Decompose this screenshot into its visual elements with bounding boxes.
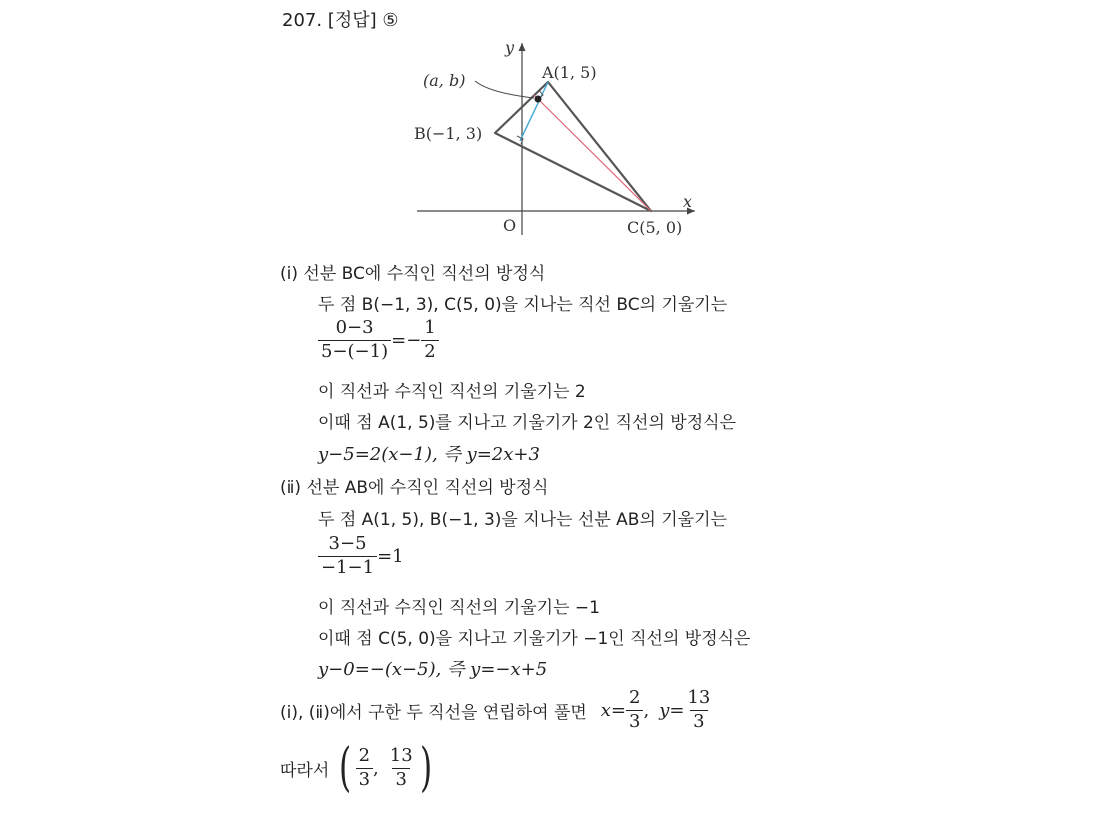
- y-value: [684, 688, 713, 732]
- part2-fraction-eq: [318, 534, 404, 578]
- fraction-denominator: 3: [626, 710, 643, 733]
- part1-equation: [318, 440, 540, 466]
- altitude-from-c: [534, 95, 651, 211]
- axis-label-y: y: [505, 38, 515, 57]
- slope-fraction-ab: [318, 534, 377, 578]
- axis-label-x: x: [683, 192, 693, 211]
- part2-line3: 이때 점 C(5, 0)을 지나고 기울기가 −1인 직선의 방정식은: [318, 629, 751, 649]
- fraction-numerator: 2: [358, 744, 371, 766]
- orthocenter-point: [535, 96, 542, 103]
- point-label-orthocenter: (a, b): [423, 71, 466, 90]
- point-label-b: B(−1, 3): [414, 124, 483, 143]
- fraction-denominator: 5−(−1): [318, 340, 391, 363]
- slope-fraction-bc: [318, 318, 391, 362]
- open-paren: (: [339, 738, 352, 798]
- fraction-denominator: 3: [356, 768, 373, 791]
- fraction-denominator: 2: [421, 340, 438, 363]
- altitude-from-a: [520, 82, 548, 141]
- answer-x: [356, 746, 373, 790]
- x-value: [626, 688, 643, 732]
- y-axis-arrow: [519, 43, 526, 51]
- fraction-denominator: 3: [690, 710, 707, 733]
- y-lhs: y=: [659, 699, 685, 721]
- part2-equation: [318, 655, 547, 681]
- answer-y: [387, 746, 416, 790]
- solve-line: [280, 688, 713, 732]
- equation-part: y−0=−(x−5), 즉: [318, 659, 471, 680]
- comma: ,: [643, 699, 650, 721]
- equation-result: y=−x+5: [470, 659, 548, 680]
- part1-line1: 두 점 B(−1, 3), C(5, 0)을 지나는 직선 BC의 기울기는: [318, 295, 728, 315]
- equals-one: =1: [377, 545, 404, 567]
- part2-heading: (ⅱ) 선분 AB에 수직인 직선의 방정식: [280, 478, 549, 498]
- origin-label: O: [503, 216, 517, 235]
- fraction-numerator: 3−5: [328, 533, 367, 554]
- solve-text: (ⅰ), (ⅱ)에서 구한 두 직선을 연립하여 풀면: [280, 702, 587, 723]
- part1-line3: 이때 점 A(1, 5)를 지나고 기울기가 2인 직선의 방정식은: [318, 413, 736, 433]
- triangle-abc: [495, 82, 651, 211]
- fraction-denominator: 3: [392, 768, 409, 791]
- x-lhs: x=: [600, 699, 626, 721]
- equals-sign: =−: [391, 329, 422, 351]
- fraction-numerator: 0−3: [335, 317, 374, 338]
- triangle-diagram: [405, 35, 705, 240]
- part2-line1: 두 점 A(1, 5), B(−1, 3)을 지나는 선분 AB의 기울기는: [318, 510, 727, 530]
- fraction-numerator: 1: [424, 317, 436, 338]
- leader-line: [475, 81, 534, 98]
- close-paren: ): [419, 738, 432, 798]
- part2-line2: 이 직선과 수직인 직선의 기울기는 −1: [318, 598, 600, 618]
- part1-fraction-eq: [318, 318, 439, 362]
- equation-part: y−5=2(x−1), 즉: [318, 444, 467, 465]
- comma: ,: [373, 757, 379, 779]
- part1-line2: 이 직선과 수직인 직선의 기울기는 2: [318, 382, 586, 402]
- final-text: 따라서: [280, 760, 330, 781]
- point-label-a: A(1, 5): [542, 63, 597, 82]
- slope-result: [421, 318, 438, 362]
- point-label-c: C(5, 0): [627, 218, 683, 237]
- fraction-denominator: −1−1: [318, 556, 377, 579]
- fraction-numerator: 13: [687, 687, 711, 708]
- part1-heading: (ⅰ) 선분 BC에 수직인 직선의 방정식: [280, 264, 546, 284]
- equation-result: y=2x+3: [466, 444, 540, 465]
- fraction-numerator: 2: [629, 687, 641, 708]
- problem-title: 207. [정답] ⑤: [282, 10, 399, 31]
- fraction-numerator: 13: [389, 744, 413, 766]
- final-line: [280, 738, 436, 798]
